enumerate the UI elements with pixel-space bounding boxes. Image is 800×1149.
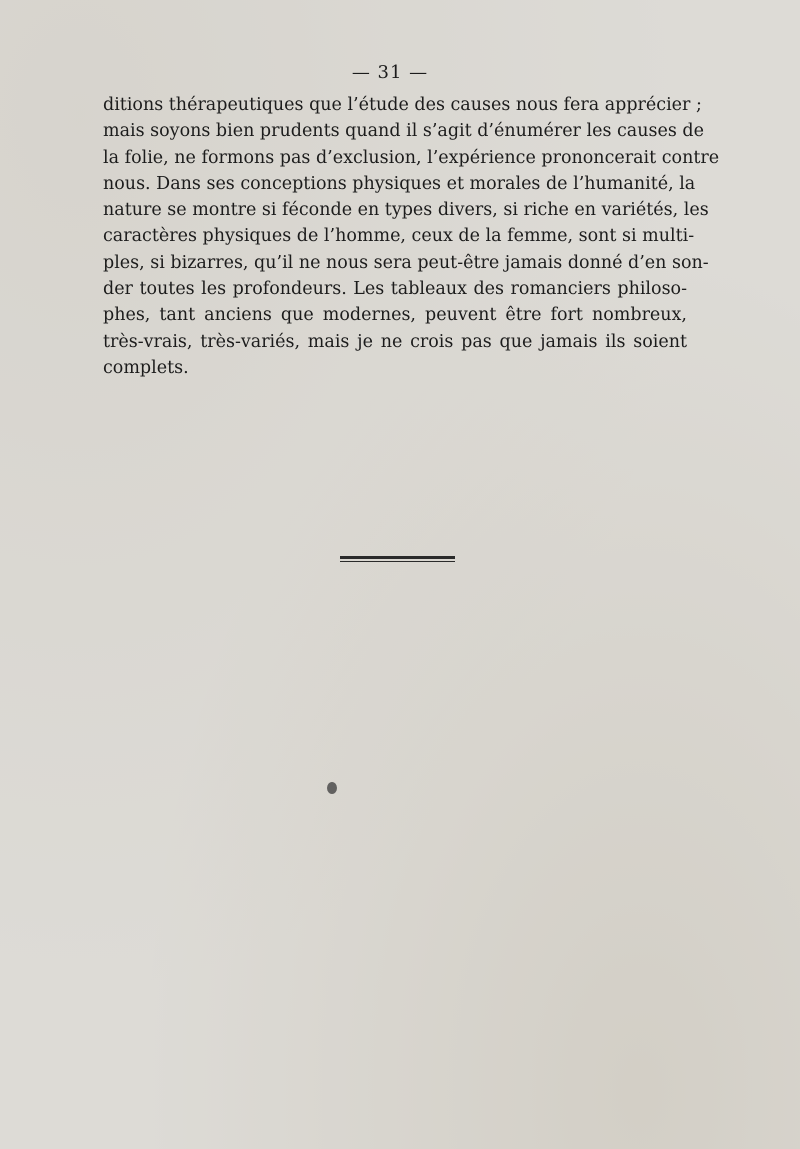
ink-spot — [327, 782, 337, 794]
text-line: nous. Dans ses conceptions physiques et morales de l’humanité, la — [103, 173, 696, 194]
page-number: — 31 — — [351, 62, 429, 83]
text-line: complets. — [103, 357, 189, 378]
text-line: mais soyons bien prudents quand il s’agit d’énumérer les causes de — [103, 121, 704, 142]
section-divider — [340, 556, 455, 562]
text-line: la folie, ne formons pas d’exclusion, l’expérience prononcerait contre — [103, 147, 720, 168]
text-line: phes, tant anciens que modernes, peuvent être fort nombreux, — [103, 305, 687, 326]
divider-thin-rule — [340, 561, 455, 562]
body-paragraph — [103, 92, 720, 381]
text-line: nature se montre si féconde en types divers, si riche en variétés, les — [103, 200, 709, 221]
text-line: ples, si bizarres, qu’il ne nous sera peut-être jamais donné d’en son- — [103, 252, 709, 273]
text-line: très-vrais, très-variés, mais je ne crois pas que jamais ils soient — [103, 331, 687, 352]
divider-thick-rule — [340, 556, 455, 559]
text-line: caractères physiques de l’homme, ceux de la femme, sont si multi- — [103, 226, 695, 247]
text-line: der toutes les profondeurs. Les tableaux des romanciers philoso- — [103, 279, 687, 300]
text-line: ditions thérapeutiques que l’étude des causes nous fera apprécier ; — [103, 95, 702, 115]
